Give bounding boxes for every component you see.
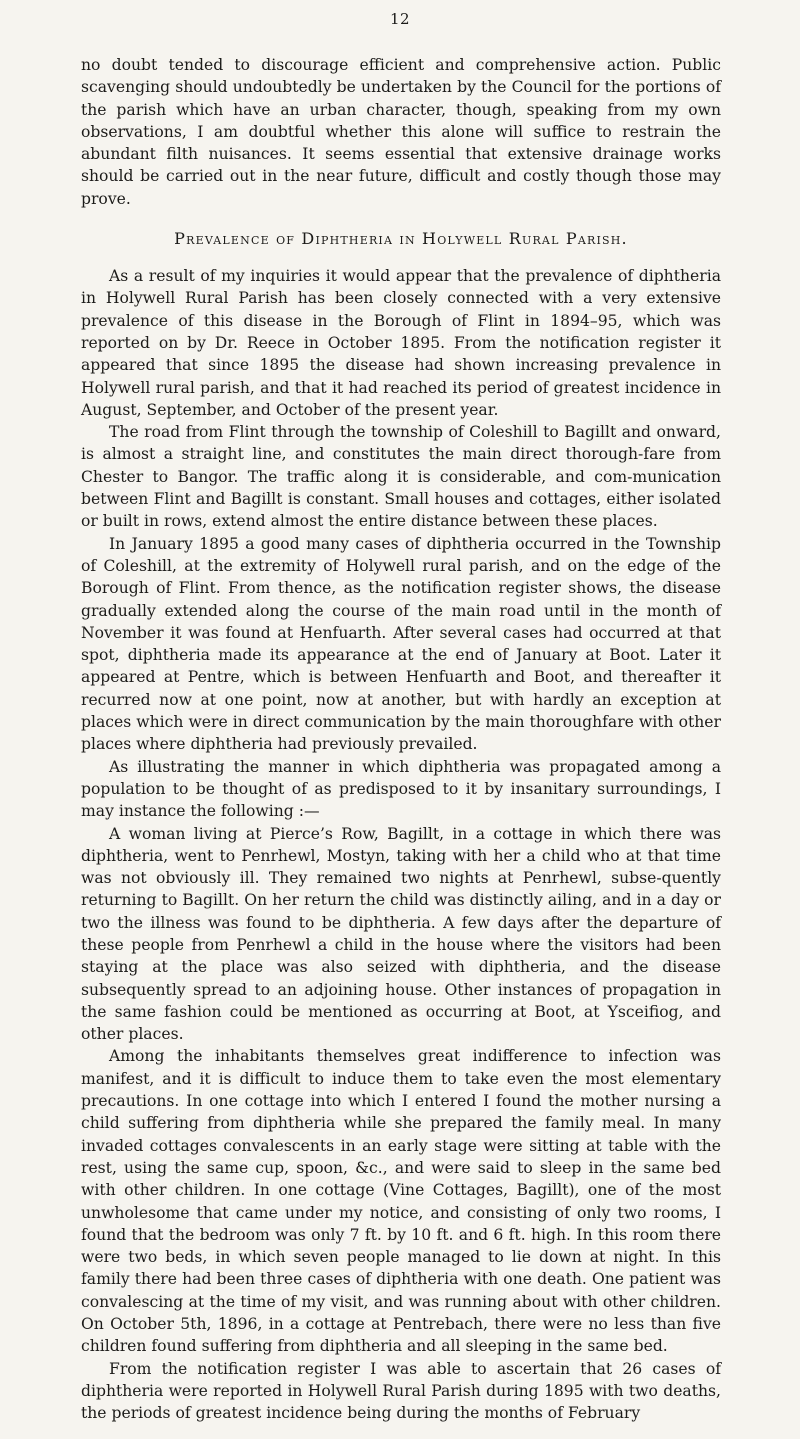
body-paragraph-2: The road from Flint through the township of Coleshill to Bagillt and onward, is almost a straight line, and constitutes the main direct thorough-fare from Chester to Bangor. The traffic along it is considerable, and com-munication between Flint and Bagillt is constant. Small houses and cottages, either isolated or built in rows, extend almost the entire distance between these places. (81, 423, 721, 531)
body-paragraph-1: As a result of my inquiries it would appear that the prevalence of diphtheria in Holywell Rural Parish has been closely connected with a very extensive prevalence of this disease in the Borough of Flint in 1894–95, which was reported on by Dr. Reece in October 1895. From the notification register it appeared that since 1895 the disease had shown increasing prevalence in Holywell rural parish, and that it had reached its period of greatest incidence in August, September, and October of the present year. (81, 267, 721, 419)
body-paragraph-6: Among the inhabitants themselves great indifference to infection was manifest, and it is difficult to induce them to take even the most elementary precautions. In one cottage into which I entered I found the mother nursing a child suffering from diphtheria while she prepared the family meal. In many invaded cottages convalescents in an early stage were sitting at table with the rest, using the same cup, spoon, &c., and were said to sleep in the same bed with other children. In one cottage (Vine Cottages, Bagillt), one of the most unwholesome that came under my notice, and consisting of only two rooms, I found that the bedroom was only 7 ft. by 10 ft. and 6 ft. high. In this room there were two beds, in which seven people managed to lie down at night. In this family there had been three cases of diphtheria with one death. One patient was convalescing at the time of my visit, and was running about with other children. On October 5th, 1896, in a cottage at Pentrebach, there were no less than five children found suffering from diphtheria and all sleeping in the same bed. (81, 1047, 721, 1356)
body-paragraph-7: From the notification register I was able to ascertain that 26 cases of diphtheria were reported in Holywell Rural Parish during 1895 with two deaths, the periods of greatest incidence being during the months of February (81, 1359, 721, 1423)
body-paragraph-4: As illustrating the manner in which diphtheria was propagated among a population to be thought of as predisposed to it by insanitary surroundings, I may instance the following :— (81, 757, 721, 821)
body-paragraph-3: In January 1895 a good many cases of diphtheria occurred in the Township of Coleshill, at the extremity of Holywell rural parish, and on the edge of the Borough of Flint. From thence, as the notification register shows, the disease gradually extended along the course of the main road until in the month of November it was found at Henfuarth. After several cases had occurred at that spot, diphtheria made its appearance at the end of January at Boot. Later it appeared at Pentre, which is between Henfuarth and Boot, and thereafter it recurred now at one point, now at another, but with hardly an exception at places which were in direct communication by the main thoroughfare with other places where diphtheria had previously prevailed. (81, 534, 721, 754)
body-paragraph-5: A woman living at Pierce’s Row, Bagillt, in a cottage in which there was diphtheria, went to Penrhewl, Mostyn, taking with her a child who at that time was not obviously ill. They remained two nights at Penrhewl, subse-quently returning to Bagillt. On her return the child was distinctly ailing, and in a day or two the illness was found to be diphtheria. A few days after the departure of these people from Penrhewl a child in the house where the visitors had been staying at the place was also seized with diphtheria, and the disease subsequently spread to an adjoining house. Other instances of propagation in the same fashion could be mentioned as occurring at Boot, at Ysceifiog, and other places. (81, 824, 721, 1044)
section-heading: Prevalence of Diphtheria in Holywell Rural Parish. (174, 229, 628, 249)
page-number: 12 (389, 10, 411, 28)
document-body (81, 54, 721, 1425)
intro-paragraph: no doubt tended to discourage efficient and comprehensive action. Public scavenging should undoubtedly be undertaken by the Council for the portions of the parish which have an urban character, though, speaking from my own observations, I am doubtful whether this alone will suffice to restrain the abundant filth nuisances. It seems essential that extensive drainage works should be carried out in the near future, difficult and costly though those may prove. (81, 56, 721, 208)
